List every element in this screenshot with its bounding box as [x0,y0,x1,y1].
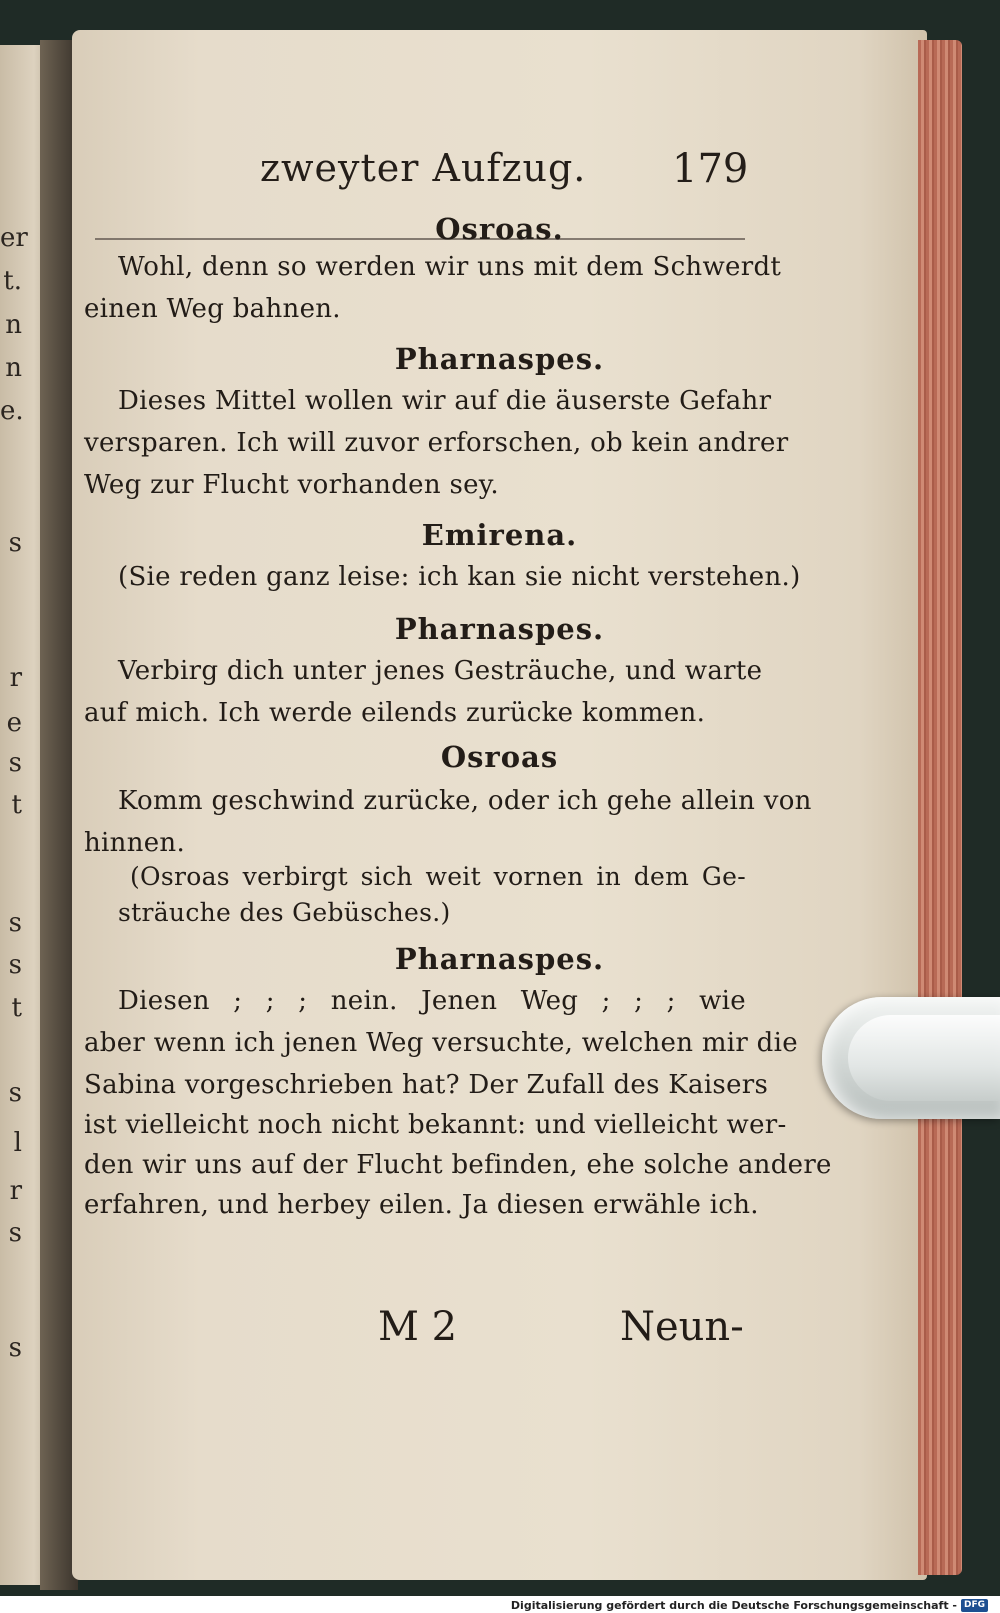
margin-fragment: n [5,353,22,383]
footer-text: Digitalisierung gefördert durch die Deutsche Forschungsgemeinschaft - [510,1598,957,1612]
text-line: den wir uns auf der Flucht befinden, ehe solche andere [84,1150,832,1180]
dfg-logo: DFG [961,1599,988,1612]
speaker-name: Pharnaspes. [394,342,605,376]
footer-credit [511,1597,988,1613]
signature-mark: M 2 [378,1304,458,1350]
speaker-name: Osroas. [435,212,564,246]
margin-fragment: t. [3,266,22,296]
speaker-name: Pharnaspes. [394,612,605,646]
page-edges [918,40,962,1575]
text-line: versparen. Ich will zuvor erforschen, ob kein andrer [84,428,789,458]
text-line: einen Weg bahnen. [84,294,341,324]
margin-fragment: t [11,790,22,820]
margin-fragment: s [8,950,22,980]
margin-fragment: t [11,993,22,1023]
running-head: zweyter Aufzug. [260,146,587,190]
margin-fragment: r [9,663,22,693]
margin-fragment: e [6,708,22,738]
text-line: hinnen. [84,828,186,858]
margin-fragment: s [8,1218,22,1248]
speaker-name: Osroas [440,740,559,774]
margin-fragment: er [0,223,28,253]
speaker-name: Pharnaspes. [394,942,605,976]
margin-fragment: e. [0,396,24,426]
margin-fragment: s [8,748,22,778]
margin-fragment: s [8,1078,22,1108]
text-line: Dieses Mittel wollen wir auf die äuserste Gefahr [118,386,772,416]
text-line: Komm geschwind zurücke, oder ich gehe allein von [118,786,812,816]
text-line: erfahren, und herbey eilen. Ja diesen erwähle ich. [84,1190,759,1220]
stage-direction: sträuche des Gebüsches.) [118,898,451,927]
text-line: Verbirg dich unter jenes Gesträuche, und warte [118,656,763,686]
margin-fragment: s [8,1333,22,1363]
page-number: 179 [672,146,749,192]
text-line: Weg zur Flucht vorhanden sey. [84,470,499,500]
text-line: Wohl, denn so werden wir uns mit dem Schwerdt [118,252,782,282]
text-line: ist vielleicht noch nicht bekannt: und vielleicht wer- [84,1110,787,1140]
page-clip-highlight [848,1015,1000,1101]
catchword: Neun- [620,1304,744,1350]
margin-fragment: l [13,1128,22,1158]
text-line: Sabina vorgeschrieben hat? Der Zufall des Kaisers [84,1070,769,1100]
margin-fragment: n [5,310,22,340]
text-line: Diesen ; ; ; nein. Jenen Weg ; ; ; wie [118,986,746,1016]
stage-direction: (Sie reden ganz leise: ich kan sie nicht verstehen.) [118,562,801,592]
text-line: aber wenn ich jenen Weg versuchte, welchen mir die [84,1028,798,1058]
margin-fragment: r [9,1176,22,1206]
speaker-name: Emirena. [421,518,578,552]
text-line: auf mich. Ich werde eilends zurücke kommen. [84,698,706,728]
margin-fragment: s [8,528,22,558]
margin-fragment: s [8,908,22,938]
stage-direction: (Osroas verbirgt sich weit vornen in dem Ge- [130,862,746,891]
